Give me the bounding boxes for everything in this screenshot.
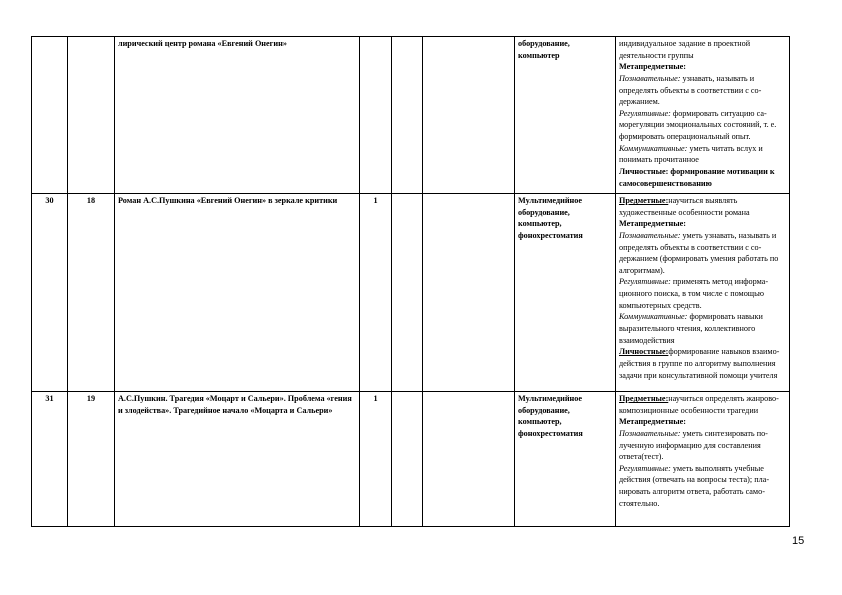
hours-cell: 1: [360, 392, 392, 527]
regulatory-label: Регулятивные:: [619, 463, 671, 473]
table-row: [32, 194, 790, 392]
cognitive-text: уметь синтезировать по-лученную информацию для составления ответа(тест).: [619, 428, 768, 462]
communicative-label: Коммуникативные:: [619, 143, 688, 153]
row-number-cell: 31: [32, 392, 68, 527]
topic-cell: лирический центр романа «Евгений Онегин»: [115, 37, 360, 194]
empty-cell: [392, 194, 423, 392]
row-number-cell: [32, 37, 68, 194]
table-row: [32, 392, 790, 527]
regulatory-result: [619, 463, 786, 510]
subject-label: Предметные:: [619, 196, 669, 205]
results-cell: [616, 194, 790, 392]
empty-cell: [423, 37, 515, 194]
meta-heading: Метапредметные:: [619, 62, 687, 72]
subject-label: Предметные:: [619, 394, 669, 403]
lesson-number-cell: 19: [68, 392, 115, 527]
empty-cell: [423, 392, 515, 527]
regulatory-text: применять метод информа-ционного поиска, в том числе с помощью компьютерных средств.: [619, 277, 769, 310]
regulatory-text: уметь выполнять учебные действия (отвечать на вопросы теста); пла-нировать алгоритм ответа, работать само-стоятельно.: [619, 463, 770, 508]
lesson-number-cell: [68, 37, 115, 194]
subject-result: [619, 393, 786, 416]
topic-cell: А.С.Пушкин. Трагедия «Моцарт и Сальери». Проблема «гения и злодейства». Трагедийное начало «Моцарта и Сальери»: [115, 392, 360, 527]
regulatory-result: [619, 276, 786, 311]
personal-result: [619, 166, 786, 189]
meta-heading: Метапредметные:: [619, 417, 687, 427]
equipment-cell: оборудование, компьютер: [515, 37, 616, 194]
hours-cell: 1: [360, 194, 392, 392]
results-cell: [616, 37, 790, 194]
communicative-result: [619, 311, 786, 346]
empty-cell: [423, 194, 515, 392]
empty-cell: [392, 37, 423, 194]
subject-text: научиться выявлять художественные особенности романа: [619, 196, 750, 217]
regulatory-text: формировать ситуацию са-морегуляции эмоциональных состояний, т. е. формировать операциональный опыт.: [619, 108, 777, 142]
cognitive-result: [619, 73, 786, 108]
regulatory-label: Регулятивные:: [619, 277, 671, 287]
subject-result: [619, 195, 786, 218]
cognitive-label: Познавательные:: [619, 73, 681, 83]
equipment-cell: Мультимедийное оборудование, компьютер, фонохрестоматия: [515, 194, 616, 392]
personal-result: [619, 346, 786, 381]
lesson-number-cell: 18: [68, 194, 115, 392]
regulatory-label: Регулятивные:: [619, 108, 671, 118]
empty-cell: [392, 392, 423, 527]
cognitive-text: уметь узнавать, называть и определять объекты в соответствии с со-держанием (формировать умения работать по алгоритмам).: [619, 230, 779, 275]
hours-cell: [360, 37, 392, 194]
curriculum-table: [31, 36, 790, 527]
results-intro: индивидуальное задание в проектной деятельности группы: [619, 39, 751, 60]
cognitive-label: Познавательные:: [619, 428, 681, 438]
personal-label: Личностные:: [619, 347, 669, 357]
cognitive-text: узнавать, называть и определять объекты в соответствии с со-держанием.: [619, 73, 762, 107]
row-number-cell: 30: [32, 194, 68, 392]
page-number: 15: [792, 535, 805, 547]
table-row: [32, 37, 790, 194]
communicative-result: [619, 143, 786, 166]
personal-text: формирование мотивации к самосовершенствованию: [619, 167, 775, 188]
subject-text: научиться определять жанрово-композиционные особенности трагедии: [619, 394, 779, 415]
equipment-cell: Мультимедийное оборудование, компьютер, фонохрестоматия: [515, 392, 616, 527]
personal-text: формирование навыков взаимо-действия в группе по алгоритму выполнения задачи при консультативной помощи учителя: [619, 347, 780, 380]
results-cell: [616, 392, 790, 527]
communicative-text: формировать навыки выразительного чтения, коллективного взаимодействия: [619, 312, 763, 345]
communicative-text: уметь читать вслух и понимать прочитанное: [619, 143, 763, 165]
cognitive-result: [619, 230, 786, 277]
personal-label: Личностные:: [619, 167, 669, 177]
regulatory-result: [619, 108, 786, 143]
cognitive-result: [619, 428, 786, 463]
meta-heading: Метапредметные:: [619, 219, 687, 229]
cognitive-label: Познавательные:: [619, 230, 681, 240]
topic-cell: Роман А.С.Пушкина «Евгений Онегин» в зеркале критики: [115, 194, 360, 392]
communicative-label: Коммуникативные:: [619, 312, 688, 322]
